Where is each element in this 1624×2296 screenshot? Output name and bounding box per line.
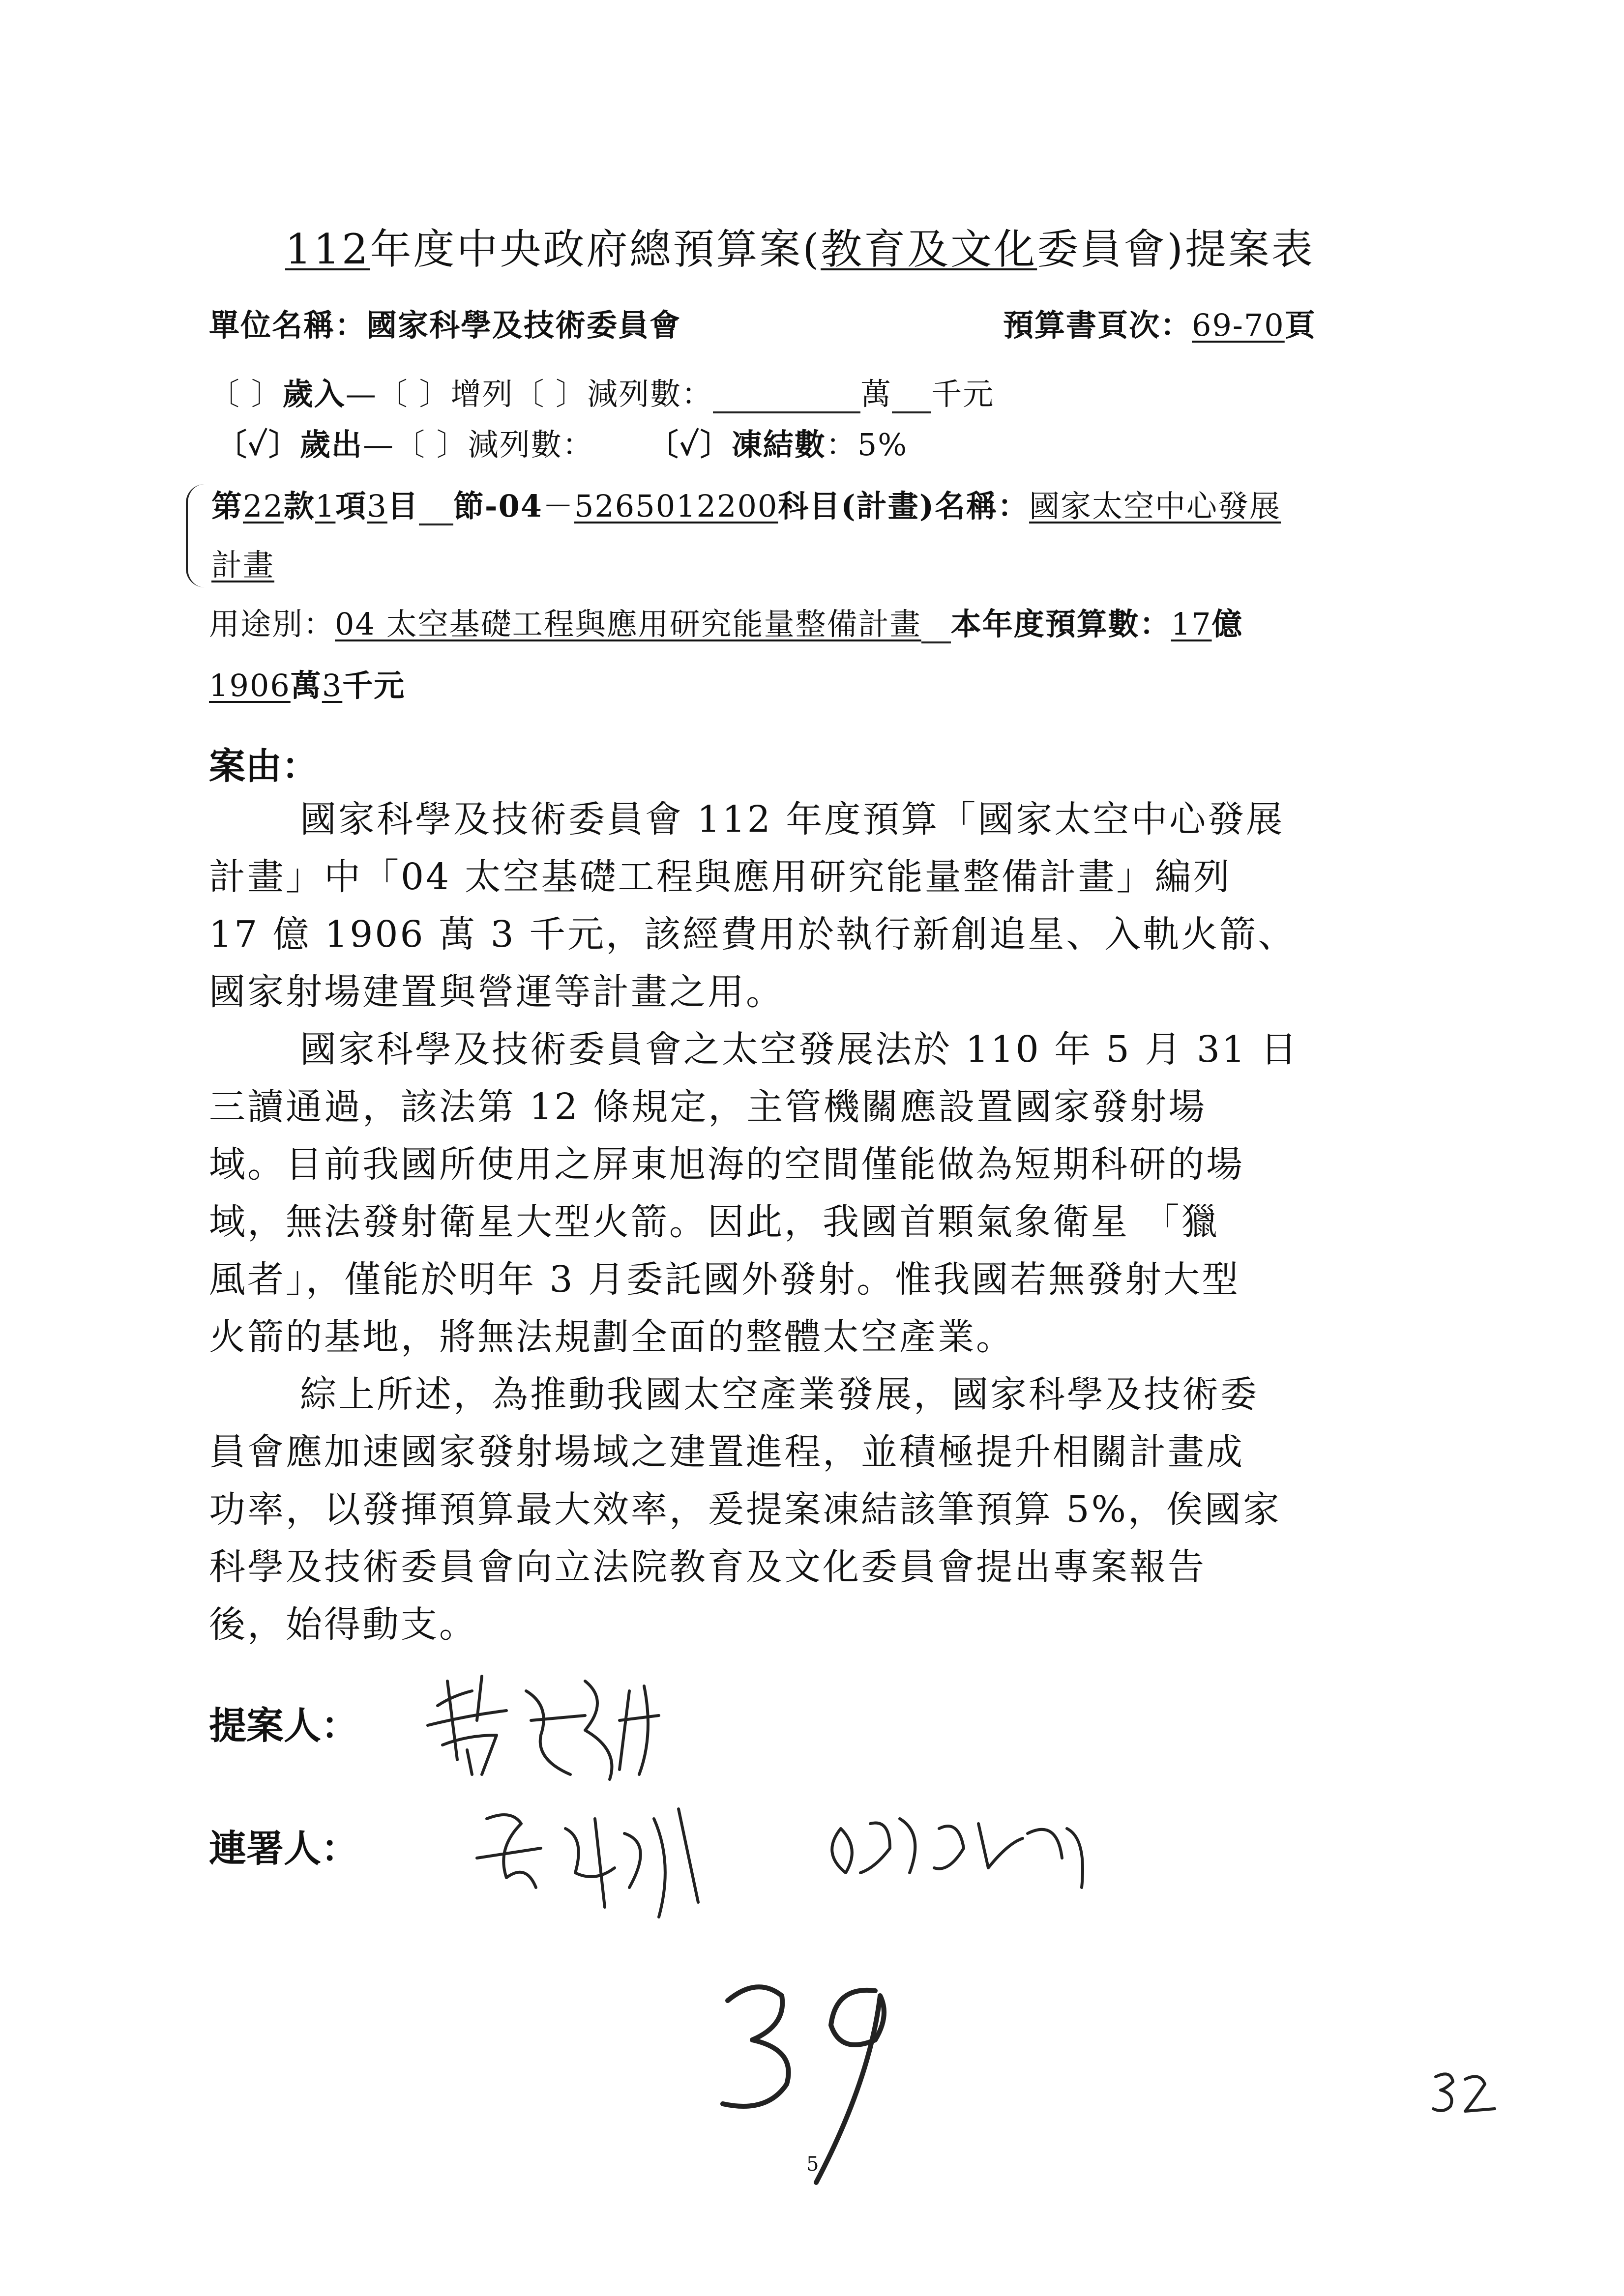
subject-code: 5265012200 xyxy=(574,488,778,524)
subject-name-cont: 計畫 xyxy=(211,547,275,583)
body-line: 國家科學及技術委員會之太空發展法於 110 年 5 月 31 日 xyxy=(300,1028,1299,1071)
jie-blank xyxy=(419,488,453,525)
body-line: 後，始得動支。 xyxy=(209,1603,477,1646)
subject-line-cont xyxy=(211,541,274,584)
unit-name: 國家科學及技術委員會 xyxy=(366,307,681,343)
budget-label: 本年度預算數： xyxy=(950,606,1171,642)
budget-amount-line xyxy=(209,661,405,705)
body-line: 域。目前我國所使用之屏東旭海的空間僅能做為短期科研的場 xyxy=(209,1143,1244,1186)
revenue-wan: 萬 xyxy=(860,376,892,412)
body-line: 功率，以發揮預算最大效率，爰提案凍結該筆預算 5%，俟國家 xyxy=(209,1488,1281,1531)
proposer-signature xyxy=(423,1661,728,1789)
freeze-value: ：5% xyxy=(826,427,908,463)
title-text-a: 年度中央政府總預算案( xyxy=(370,225,821,273)
budget-qian: 3 xyxy=(322,668,343,703)
body-line: 17 億 1906 萬 3 千元，該經費用於執行新創追星、入軌火箭、 xyxy=(209,913,1297,956)
body-line: 計畫」中「04 太空基礎工程與應用研究能量整備計畫」編列 xyxy=(209,856,1232,898)
document-title xyxy=(285,216,1315,276)
subject-bracket xyxy=(186,484,207,587)
jie-suffix: 節-04 xyxy=(453,488,543,524)
handwritten-corner-number xyxy=(1426,2064,1505,2119)
revenue-qian-blank xyxy=(892,376,931,413)
expense-dash: — xyxy=(363,427,395,463)
usage-blank xyxy=(921,606,951,643)
page-number: 5 xyxy=(806,2153,819,2176)
subject-line xyxy=(211,482,1281,525)
freeze-checkbox: 〔✓〕 xyxy=(648,427,732,463)
kuan-number: 22 xyxy=(243,488,284,524)
revenue-qian: 千元 xyxy=(931,376,995,412)
expense-decrease: 〔 〕減列數： xyxy=(394,427,594,463)
cosigner-signatures xyxy=(467,1789,1180,1937)
page-label: 預算書頁次： xyxy=(1003,307,1192,343)
xiang-suffix: 項 xyxy=(335,488,367,524)
subject-name-label: 科目(計畫)名稱： xyxy=(778,488,1030,524)
proposer-label: 提案人： xyxy=(209,1704,358,1747)
expense-checkbox: 〔✓〕 xyxy=(216,427,300,463)
subject-name: 國家太空中心發展 xyxy=(1029,488,1281,524)
unit-line xyxy=(209,301,681,345)
expense-line xyxy=(216,420,908,464)
usage-line xyxy=(209,600,1243,643)
unit-label: 單位名稱： xyxy=(209,307,367,343)
revenue-increase: 〔 〕增列 xyxy=(377,376,514,412)
title-text-b: 委員會)提案表 xyxy=(1037,225,1315,273)
revenue-decrease: 〔 〕減列數： xyxy=(513,376,713,412)
usage-label: 用途別： xyxy=(209,606,335,642)
reason-heading: 案由： xyxy=(209,745,318,787)
title-year: 112 xyxy=(285,225,370,273)
xiang-number: 1 xyxy=(315,488,336,524)
mu-number: 3 xyxy=(367,488,387,524)
budget-yi: 17 xyxy=(1171,606,1212,642)
body-line: 員會應加速國家發射場域之建置進程，並積極提升相關計畫成 xyxy=(209,1431,1244,1473)
freeze-label: 凍結數 xyxy=(731,427,826,463)
body-line: 科學及技術委員會向立法院教育及文化委員會提出專案報告 xyxy=(209,1546,1206,1588)
body-line: 綜上所述，為推動我國太空產業發展，國家科學及技術委 xyxy=(300,1373,1259,1416)
budget-page-ref xyxy=(1003,301,1316,345)
revenue-box: 〔 〕 xyxy=(209,376,283,412)
code-separator: － xyxy=(542,488,574,524)
kuan-suffix: 款 xyxy=(283,488,315,524)
page-suffix: 頁 xyxy=(1284,307,1316,343)
budget-qian-unit: 千元 xyxy=(342,668,406,703)
mu-suffix: 目 xyxy=(387,488,419,524)
revenue-label: 歲入 xyxy=(282,376,346,412)
revenue-amount-blank xyxy=(713,376,860,413)
budget-wan: 1906 xyxy=(209,668,291,703)
body-line: 三讀通過，該法第 12 條規定，主管機關應設置國家發射場 xyxy=(209,1086,1207,1128)
cosigner-label: 連署人： xyxy=(209,1827,358,1870)
revenue-dash: — xyxy=(345,376,377,412)
budget-yi-unit: 億 xyxy=(1211,606,1243,642)
handwritten-page-mark xyxy=(698,1956,964,2192)
body-line: 風者」，僅能於明年 3 月委託國外發射。惟我國若無發射大型 xyxy=(209,1258,1240,1301)
body-line: 國家射場建置與營運等計畫之用。 xyxy=(209,971,784,1013)
revenue-line xyxy=(209,370,994,413)
usage-value: 04 太空基礎工程與應用研究能量整備計畫 xyxy=(335,606,921,642)
body-line: 國家科學及技術委員會 112 年度預算「國家太空中心發展 xyxy=(300,798,1285,841)
kuan-label: 第 xyxy=(211,488,243,524)
page-range: 69-70 xyxy=(1192,307,1285,343)
title-committee: 教育及文化 xyxy=(821,225,1037,273)
body-line: 火箭的基地，將無法規劃全面的整體太空產業。 xyxy=(209,1316,1014,1358)
body-line: 域，無法發射衛星大型火箭。因此，我國首顆氣象衛星 「獵 xyxy=(209,1201,1220,1243)
expense-label: 歲出 xyxy=(300,427,363,463)
budget-wan-unit: 萬 xyxy=(290,668,322,703)
